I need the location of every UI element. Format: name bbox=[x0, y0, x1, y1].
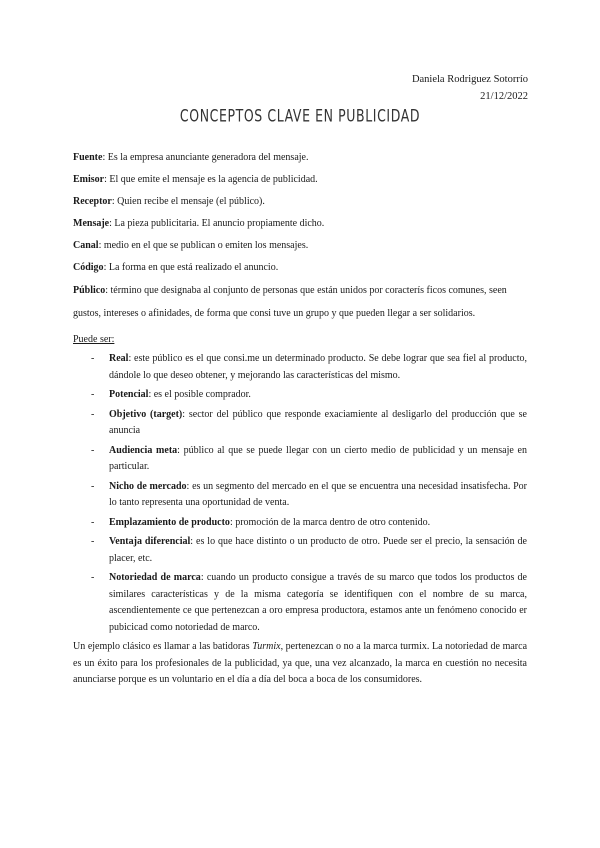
closing-text-start: Un ejemplo clásico es llamar a las batidoras bbox=[73, 641, 253, 652]
definition-receptor bbox=[73, 191, 527, 213]
term: Ventaja diferencial bbox=[109, 536, 191, 547]
closing-text-end: , pertenezcan o no a la marca turmix. La notoriedad de marca es un éxito para los profesionales de la publicidad, ya que, una vez alcanzado, la marca en cuestión no necesita anunciarse porque es un voluntario en el día a día del boca a boca de los consumidores. bbox=[73, 641, 528, 685]
audience-types-list bbox=[73, 351, 527, 636]
list-item: - Notoriedad de marca: cuando un producto consigue a través de su marco que todos los productos de similares características y de la misma categoría se identifiquen con el nombre de su marca, ascendientemente ce que pertenezcan a oro empresa productora, estamos ante un fenómeno conocido er pubicicad como notoriedad de marco. bbox=[91, 572, 527, 633]
term: Objetivo (target) bbox=[109, 408, 183, 420]
term: Mensaje bbox=[73, 218, 110, 229]
subheading: Puede ser: bbox=[73, 334, 115, 345]
list-item-text: : este público es el que consi.me un determinado producto. Se debe lograr que sea fiel al producto, dándole lo que deseo obtener, y mejorando las características del mismo. bbox=[109, 353, 527, 381]
term: Potencial bbox=[109, 389, 149, 400]
definition-text: : El que emite el mensaje es la agencia de publicidad. bbox=[104, 174, 318, 185]
list-item: - Audiencia meta: público al que se puede llegar con un cierto medio de publicidad y un mensaje en particular. bbox=[91, 444, 527, 472]
term: Real bbox=[109, 353, 129, 364]
term: Emisor bbox=[73, 174, 105, 185]
list-item-text: : promoción de la marca dentro de otro contenido. bbox=[229, 516, 431, 528]
definition-codigo bbox=[73, 257, 527, 279]
definition-text: : Es la empresa anunciante generadora del mensaje. bbox=[102, 152, 309, 163]
list-item: - Objetivo (target): sector del público que responde exaciamiente al desligarlo del producción que se anuncia bbox=[91, 408, 527, 436]
document-body bbox=[73, 147, 527, 699]
term: Fuente bbox=[73, 152, 103, 163]
closing-paragraph bbox=[73, 639, 527, 689]
definition-emisor bbox=[73, 169, 527, 191]
definition-publico bbox=[73, 279, 527, 325]
list-item-text: : sector del público que responde exaciamiente al desligarlo del producción que se anuncia bbox=[109, 408, 527, 436]
term: Audiencia meta bbox=[109, 444, 178, 456]
term: Público bbox=[73, 285, 106, 296]
document-header bbox=[412, 71, 528, 105]
list-item-text: : es un segmento del mercado en el que se encuentra una necesidad insatisfecha. Por lo tanto representa una oportunidad de venta. bbox=[109, 480, 527, 508]
list-item: - Potencial: es el posible comprador. bbox=[91, 389, 251, 400]
definition-text: : término que designaba al conjunto de personas que están unidos por coracterís ficos comunes, seen gustos, intereses o afinidades, de forma que consi tuve un grupo y que pueden llegar a ser solidarios. bbox=[73, 285, 507, 319]
list-item-text: : cuando un producto consigue a través de su marco que todos los productos de similares características y de la misma categoría se identifiquen con el nombre de su marca, ascendientemente ce que pertenezcan a oro empresa productora, estamos ante un fenómeno conocido er pubicicad como notoriedad de marco. bbox=[109, 572, 527, 633]
definition-fuente bbox=[73, 147, 527, 169]
list-item: - Emplazamiento de producto: promoción de la marca dentro de otro contenido. bbox=[91, 516, 431, 528]
definition-canal bbox=[73, 235, 527, 257]
list-item: - Real: este público es el que consi.me un determinado producto. Se debe lograr que sea fiel al producto, dándole lo que deseo obtener, y mejorando las características del mismo. bbox=[91, 353, 527, 381]
list-item-text: : es el posible comprador. bbox=[148, 389, 251, 400]
list-item: - Nicho de mercado: es un segmento del mercado en el que se encuentra una necesidad insatisfecha. Por lo tanto representa una oportunidad de venta. bbox=[91, 480, 527, 508]
definition-text: : Quien recibe el mensaje (el público). bbox=[111, 196, 265, 207]
term: Notoriedad de marca bbox=[109, 572, 201, 583]
definition-text: : La pieza publicitaria. El anuncio propiamente dicho. bbox=[109, 218, 325, 229]
closing-italic-brand: Turmix bbox=[252, 641, 281, 652]
definition-text: : medio en el que se publican o emiten los mensajes. bbox=[98, 240, 309, 251]
document-date: 21/12/2022 bbox=[480, 91, 528, 102]
list-item: - Ventaja diferencial: es lo que hace distinto o un producto de otro. Puede ser el precio, la sensación de placer, etc. bbox=[91, 536, 527, 564]
term: Emplazamiento de producto bbox=[109, 516, 230, 528]
list-item-text: : es lo que hace distinto o un producto de otro. Puede ser el precio, la sensación de placer, etc. bbox=[109, 536, 527, 564]
definition-mensaje bbox=[73, 213, 527, 235]
definition-text: : La forma en que está realizado el anuncio. bbox=[103, 262, 279, 273]
term: Nicho de mercado bbox=[109, 480, 187, 492]
list-item-text: : público al que se puede llegar con un cierto medio de publicidad y un mensaje en particular. bbox=[109, 444, 527, 472]
term: Código bbox=[73, 262, 104, 273]
author-name: Daniela Rodriguez Sotorrío bbox=[411, 74, 528, 85]
document-title: CONCEPTOS CLAVE EN PUBLICIDAD bbox=[179, 105, 421, 126]
term: Receptor bbox=[73, 196, 112, 207]
term: Canal bbox=[73, 240, 99, 251]
